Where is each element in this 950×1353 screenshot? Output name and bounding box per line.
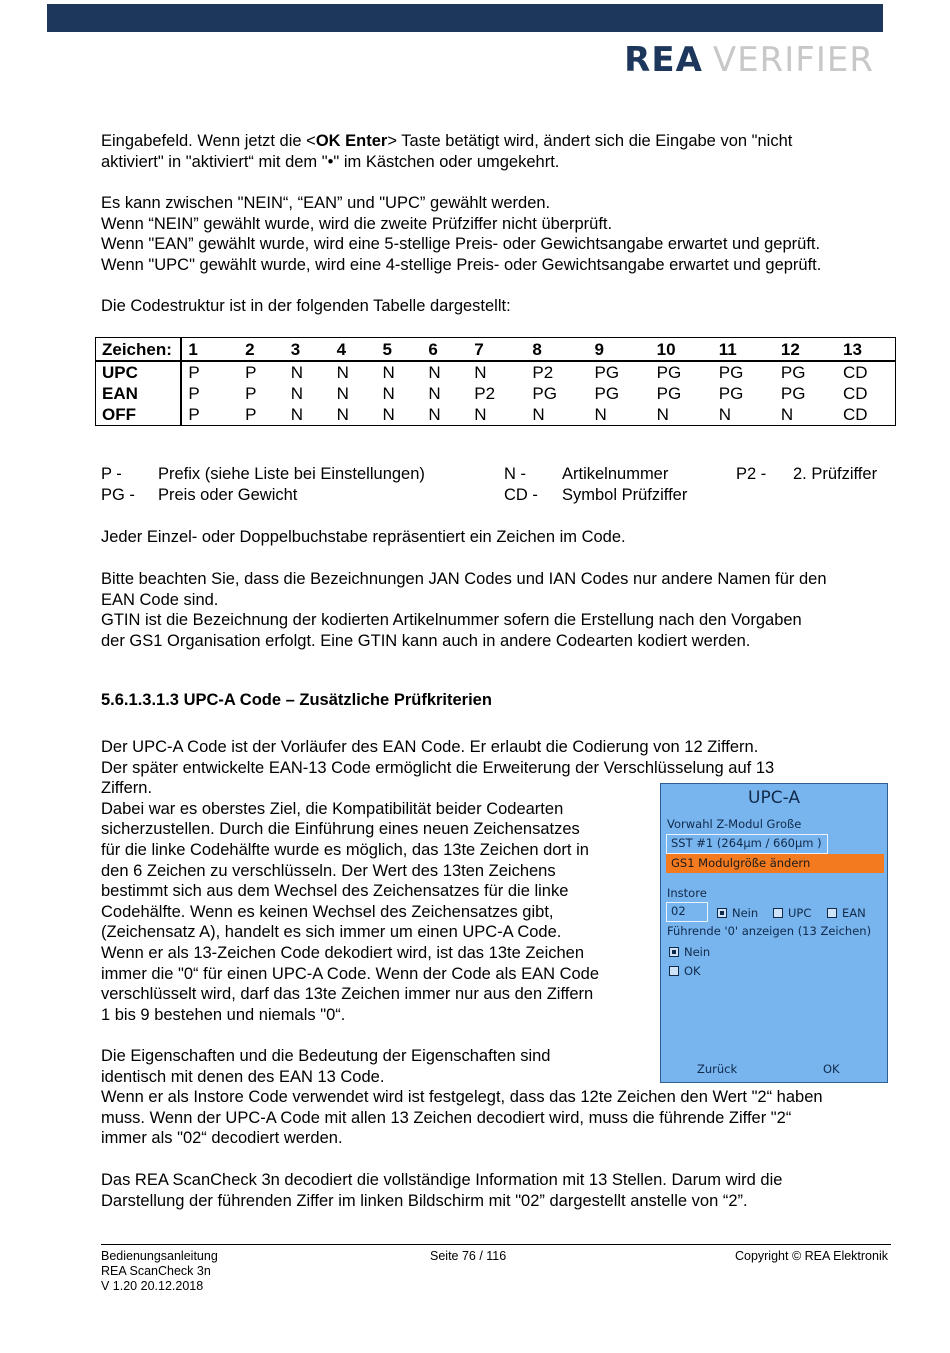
table-cell: 5 [377, 338, 423, 362]
body-line: verschlüsselt wird, darf das 13te Zeichen immer nur aus den Ziffern [101, 985, 594, 1004]
table-cell: PG [780, 384, 806, 403]
footer-copyright: Copyright © REA Elektronik [734, 1249, 888, 1263]
legend-cd-key: CD - [504, 486, 538, 504]
table-cell: N [428, 363, 441, 382]
body-line: muss. Wenn der UPC-A Code mit allen 13 Zeichen decodiert wird, muss die führende Ziffer "2“ [101, 1108, 792, 1127]
brand-bold: REA [624, 40, 703, 80]
legend-pg-value: Preis oder Gewicht [158, 486, 298, 504]
table-cell: PG [718, 363, 744, 382]
table-row-label: EAN [96, 383, 182, 404]
zmodul-label: Vorwahl Z-Modul Große [667, 817, 802, 831]
table-cell: N [428, 384, 441, 403]
body-line: sicherzustellen. Durch die Einführung eines neuen Zeichensatzes [101, 820, 580, 839]
instore-option-upc[interactable] [773, 906, 811, 920]
table-row [96, 383, 896, 404]
table-cell: P [245, 405, 257, 424]
note-line: GTIN ist die Bezeichnung der kodierten Artikelnummer sofern die Erstellung nach den Vorgaben [101, 611, 802, 630]
table-cell: N [336, 363, 349, 382]
table-cell: 2 [239, 338, 285, 362]
screen-title: UPC-A [748, 788, 800, 808]
body-line: Codehälfte. Wenn es keinen Wechsel des Zeichensatzes gibt, [101, 902, 554, 921]
body-line: Ziffern. [101, 779, 153, 798]
table-cell: CD [843, 384, 868, 403]
table-cell: N [382, 405, 395, 424]
table-cell: N [290, 405, 304, 424]
table-cell: P2 [532, 363, 554, 382]
intro-line-2: aktiviert" in "aktiviert“ mit dem "•" im Kästchen oder umgekehrt. [101, 152, 560, 171]
table-cell: CD [843, 405, 868, 424]
footer-left [101, 1249, 218, 1294]
body-line: Darstellung der führenden Ziffer im linken Bildschirm mit "02” dargestellt anstelle von “2”. [101, 1191, 748, 1210]
ok-button[interactable]: OK [823, 1062, 840, 1076]
option-label: Nein [732, 906, 759, 920]
checkbox-icon [827, 908, 837, 918]
options-line: Es kann zwischen "NEIN“, “EAN” und "UPC” gewählt werden. [101, 194, 551, 212]
option-label: Nein [684, 945, 711, 959]
table-cell: 6 [422, 338, 468, 362]
body-line: bestimmt sich aus dem Wechsel des Zeichensatzes für die linke [101, 882, 569, 901]
footer-version: V 1.20 20.12.2018 [101, 1279, 204, 1293]
options-line: Wenn "UPC" gewählt wurde, wird eine 4-stellige Preis- oder Gewichtsangabe erwartet und geprüft. [101, 255, 822, 274]
table-cell: 12 [775, 338, 837, 362]
legend-p2-value: 2. Prüfziffer [793, 465, 878, 483]
table-cell: 9 [589, 338, 651, 362]
table-cell: PG [718, 384, 744, 403]
header-bar [47, 4, 883, 32]
option-label: OK [684, 964, 701, 978]
legend-n-key: N - [504, 465, 526, 483]
intro-line-1: Eingabefeld. Wenn jetzt die <OK Enter> Taste betätigt wird, ändert sich die Eingabe von "nicht [101, 132, 793, 150]
body-line: immer die "0“ für einen UPC-A Code. Wenn der Code als EAN Code [101, 964, 600, 983]
table-cell: 13 [837, 338, 895, 362]
intro-paragraph [101, 131, 891, 172]
checkbox-icon [669, 947, 679, 957]
instore-option-nein[interactable] [717, 906, 758, 920]
note-line: EAN Code sind. [101, 590, 219, 609]
note-gtin [101, 569, 891, 651]
key-ok-enter: OK Enter [315, 132, 388, 150]
table-cell: N [290, 384, 304, 403]
table-row [96, 361, 896, 383]
code-structure-table [95, 337, 896, 426]
body-line: (Zeichensatz A), handelt es sich immer um einen UPC-A Code. [101, 923, 562, 942]
table-cell: 3 [285, 338, 331, 362]
table-cell: PG [594, 384, 620, 403]
gs1-modul-label: GS1 Modulgröße ändern [671, 856, 811, 870]
table-cell: 11 [713, 338, 775, 362]
body-line: Dabei war es oberstes Ziel, die Kompatibilität beider Codearten [101, 799, 564, 818]
legend-cd-value: Symbol Prüfziffer [562, 486, 688, 504]
table-cell: P [245, 363, 257, 382]
body-line: für die linke Codehälfte wurde es möglich, das 13te Zeichen dort in [101, 840, 589, 859]
leading-option-nein[interactable] [669, 945, 710, 959]
leading-zero-label: Führende '0' anzeigen (13 Zeichen) [667, 924, 872, 938]
table-cell: 10 [651, 338, 713, 362]
table-cell: N [594, 405, 607, 424]
section-heading: 5.6.1.3.1.3 UPC-A Code – Zusätzliche Prüfkriterien [101, 691, 492, 709]
brand-light: VERIFIER [712, 40, 874, 80]
instore-label: Instore [667, 886, 707, 900]
table-row-label: UPC [96, 361, 182, 383]
body-line: immer als "02“ decodiert werden. [101, 1129, 343, 1148]
body-line: Der später entwickelte EAN-13 Code ermöglicht die Erweiterung der Verschlüsselung auf 13 [101, 758, 775, 777]
table-cell: 7 [468, 338, 526, 362]
table-cell: 8 [526, 338, 588, 362]
table-cell: CD [843, 363, 868, 382]
back-button[interactable]: Zurück [697, 1062, 738, 1076]
option-label: UPC [788, 906, 812, 920]
body-line: Der UPC-A Code ist der Vorläufer des EAN Code. Er erlaubt die Codierung von 12 Ziffern. [101, 738, 759, 756]
table-cell: PG [656, 363, 682, 382]
table-cell: N [718, 405, 732, 424]
instore-option-ean[interactable] [827, 906, 866, 920]
footer-manual: Bedienungsanleitung [101, 1249, 218, 1263]
table-cell: N [382, 363, 395, 382]
checkbox-icon [773, 908, 783, 918]
table-header-row [96, 338, 896, 362]
footer-product: REA ScanCheck 3n [101, 1264, 211, 1278]
checkbox-icon [669, 966, 679, 976]
table-intro: Die Codestruktur ist in der folgenden Tabelle dargestellt: [101, 297, 511, 315]
note-characters: Jeder Einzel- oder Doppelbuchstabe repräsentiert ein Zeichen im Code. [101, 528, 626, 546]
table-cell: PG [594, 363, 620, 382]
table-cell: N [780, 405, 794, 424]
table-cell: N [532, 405, 545, 424]
body-line: Wenn er als Instore Code verwendet wird ist festgelegt, dass das 12te Zeichen den Wert "2“ haben [101, 1088, 823, 1107]
legend-p-key: P - [101, 465, 122, 483]
table-cell: 1 [181, 338, 239, 362]
leading-option-ok[interactable] [669, 964, 701, 978]
table-cell: P [188, 384, 200, 403]
body-line: Das REA ScanCheck 3n decodiert die vollständige Information mit 13 Stellen. Darum wird die [101, 1171, 783, 1189]
footer-divider [101, 1244, 891, 1245]
legend-n-value: Artikelnummer [562, 465, 669, 483]
table-cell: 4 [331, 338, 377, 362]
body-line: den 6 Zeichen zu verschlüsseln. Der Wert des 13ten Zeichens [101, 861, 556, 880]
table-cell: P [188, 405, 200, 424]
legend-p-value: Prefix (siehe Liste bei Einstellungen) [158, 465, 425, 483]
body-line: Die Eigenschaften und die Bedeutung der Eigenschaften sind [101, 1047, 551, 1065]
table-cell: N [656, 405, 669, 424]
table-cell: P [188, 363, 200, 382]
instore-value: 02 [671, 904, 686, 918]
table-row [96, 404, 896, 426]
table-cell: P2 [474, 384, 496, 403]
brand-logo [624, 40, 874, 80]
table-cell: N [336, 405, 349, 424]
table-cell: PG [656, 384, 682, 403]
options-paragraph [101, 193, 891, 275]
table-cell: N [336, 384, 349, 403]
table-cell: N [474, 363, 487, 382]
table-row-label: OFF [96, 404, 182, 426]
device-screen-upc-a [660, 783, 888, 1083]
upc-body-3 [101, 1170, 891, 1211]
legend-p2-key: P2 - [736, 465, 767, 483]
options-line: Wenn "EAN” gewählt wurde, wird eine 5-stellige Preis- oder Gewichtsangabe erwartet und geprüft. [101, 235, 821, 254]
table-cell: N [290, 363, 304, 382]
table-cell: PG [532, 384, 557, 403]
options-line: Wenn “NEIN” gewählt wurde, wird die zweite Prüfziffer nicht überprüft. [101, 214, 613, 233]
note-line: Bitte beachten Sie, dass die Bezeichnungen JAN Codes und IAN Codes nur andere Namen für den [101, 570, 827, 588]
body-line: 1 bis 9 bestehen und niemals "0“. [101, 1005, 346, 1024]
footer-page-number: Seite 76 / 116 [430, 1249, 507, 1263]
table-cell: N [474, 405, 487, 424]
table-cell: N [382, 384, 395, 403]
table-row-label: Zeichen: [96, 338, 182, 362]
note-line: der GS1 Organisation erfolgt. Eine GTIN kann auch in andere Codearten kodiert werden. [101, 631, 751, 650]
legend-pg-key: PG - [101, 486, 135, 504]
sst-value: SST #1 (264µm / 660µm ) [671, 836, 822, 850]
body-line: identisch mit denen des EAN 13 Code. [101, 1067, 385, 1086]
table-cell: N [428, 405, 441, 424]
table-cell: PG [780, 363, 806, 382]
body-line: Wenn er als 13-Zeichen Code dekodiert wird, ist das 13te Zeichen [101, 943, 585, 962]
option-label: EAN [842, 906, 866, 920]
checkbox-icon [717, 908, 727, 918]
table-cell: P [245, 384, 257, 403]
